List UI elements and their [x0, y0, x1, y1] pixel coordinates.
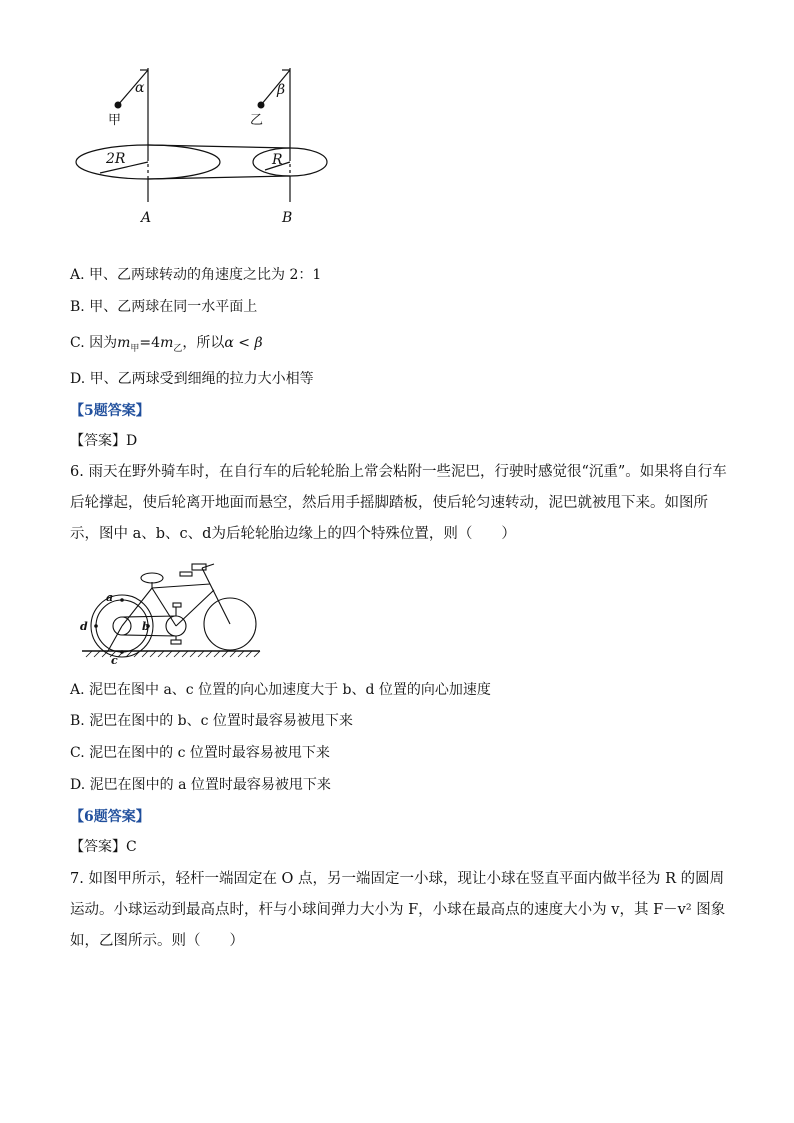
q5-option-c-m2: m	[160, 335, 174, 351]
q5-option-c	[70, 332, 263, 360]
q5-option-c-prefix: C. 因为	[70, 335, 118, 351]
label-d: d	[80, 620, 88, 633]
q5-option-c-eq: =4	[139, 335, 161, 351]
q6-option-c: C. 泥巴在图中的 c 位置时最容易被甩下来	[70, 745, 330, 761]
label-beta: β	[277, 82, 286, 98]
q6-answer-tag: 【6题答案】	[70, 809, 150, 825]
label-c: c	[111, 654, 118, 667]
q7-stem: 7. 如图甲所示，轻杆一端固定在 O 点，另一端固定一小球，现让小球在竖直平面内做半径为 R 的圆周运动。小球运动到最高点时，杆与小球间弹力大小为 F，小球在最高点的速度大小为 v，其 F－v² 图象如，乙图所示。则（ ）	[70, 871, 726, 949]
q6-answer: 【答案】C	[70, 839, 137, 855]
ball-yi	[258, 102, 265, 109]
label-b: b	[142, 620, 150, 633]
label-B: B	[282, 210, 293, 226]
q6-option-d: D. 泥巴在图中的 a 位置时最容易被甩下来	[70, 777, 331, 793]
q5-figure	[68, 62, 338, 230]
q5-answer: 【答案】D	[70, 433, 138, 449]
ball-jia	[115, 102, 122, 109]
q6-option-a: A. 泥巴在图中 a、c 位置的向心加速度大于 b、d 位置的向心加速度	[70, 682, 491, 698]
q5-option-c-m1: m	[117, 335, 131, 351]
label-yi: 乙	[250, 113, 264, 128]
q5-option-a: A. 甲、乙两球转动的角速度之比为 2：1	[70, 267, 322, 283]
q5-option-c-suffix: ，所以	[182, 335, 225, 351]
label-a: a	[106, 591, 114, 604]
q6-bicycle-figure	[78, 560, 264, 668]
q6-stem: 6. 雨天在野外骑车时，在自行车的后轮轮胎上常会粘附一些泥巴，行驶时感觉很“沉重”。如果将自行车后轮撑起，使后轮离开地面而悬空，然后用手摇脚踏板，使后轮匀速转动，泥巴就被甩下来。如图所示，图中 a、b、c、d为后轮轮胎边缘上的四个特殊位置，则（ ）	[70, 464, 727, 542]
q5-option-d: D. 甲、乙两球受到细绳的拉力大小相等	[70, 371, 314, 387]
point-c	[120, 650, 124, 654]
q6-option-b: B. 泥巴在图中的 b、c 位置时最容易被甩下来	[70, 713, 353, 729]
q5-option-c-rel: α < β	[224, 335, 263, 351]
q5-option-c-sub1: 甲	[130, 343, 140, 354]
q5-option-b: B. 甲、乙两球在同一水平面上	[70, 299, 258, 315]
label-A: A	[141, 210, 152, 226]
point-d	[94, 624, 98, 628]
label-jia: 甲	[108, 113, 122, 128]
point-a	[120, 598, 124, 602]
label-alpha: α	[135, 80, 145, 96]
label-2R: 2R	[106, 151, 126, 167]
q5-answer-tag: 【5题答案】	[70, 403, 150, 419]
q5-option-c-sub2: 乙	[173, 343, 183, 354]
label-R: R	[272, 152, 283, 168]
